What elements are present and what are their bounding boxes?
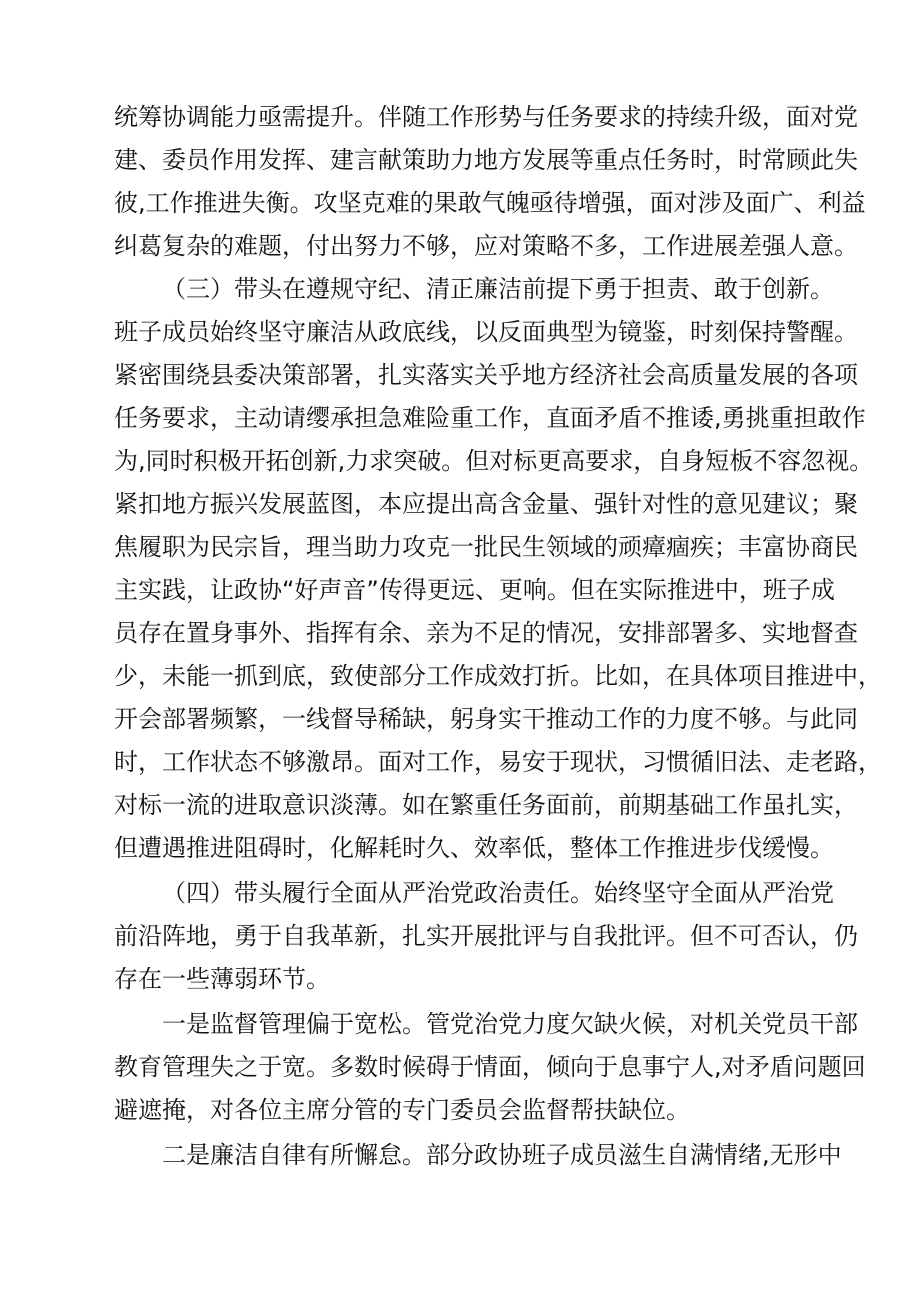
text-line: 时，工作状态不够激昂。面对工作，易安于现状，习惯循旧法、走老路， [114,748,882,776]
section-heading-4: （四）带头履行全面从严治党政治责任。始终坚守全面从严治党 [162,879,834,907]
text-line: 避遮掩，对各位主席分管的专门委员会监督帮扶缺位。 [114,1096,690,1124]
point-one-line: 一是监督管理偏于宽松。管党治党力度欠缺火候，对机关党员干部 [162,1010,858,1038]
text-line: 任务要求，主动请缨承担急难险重工作，直面矛盾不推诿,勇挑重担敢作 [114,404,866,432]
text-line: 存在一些薄弱环节。 [114,965,330,993]
text-line: 主实践，让政协“好声音”传得更远、更响。但在实际推进中，班子成 [114,576,835,604]
text-line: 教育管理失之于宽。多数时候碍于情面，倾向于息事宁人,对矛盾问题回 [114,1053,866,1081]
section-heading-3: （三）带头在遵规守纪、清正廉洁前提下勇于担责、敢于创新。 [162,275,834,303]
text-line: 彼,工作推进失衡。攻坚克难的果敢气魄亟待增强，面对涉及面广、利益 [114,189,866,217]
text-line: 紧密围绕县委决策部署，扎实落实关乎地方经济社会高质量发展的各项 [114,361,858,389]
text-line: 焦履职为民宗旨，理当助力攻克一批民生领域的顽瘴痼疾；丰富协商民 [114,533,858,561]
text-line: 建、委员作用发挥、建言献策助力地方发展等重点任务时，时常顾此失 [114,146,858,174]
text-line: 但遭遇推进阻碍时，化解耗时久、效率低，整体工作推进步伐缓慢。 [114,834,834,862]
text-line: 前沿阵地，勇于自我革新，扎实开展批评与自我批评。但不可否认，仍 [114,922,858,950]
text-line: 班子成员始终坚守廉洁从政底线，以反面典型为镜鉴，时刻保持警醒。 [114,318,858,346]
text-line: 紧扣地方振兴发展蓝图，本应提出高含金量、强针对性的意见建议；聚 [114,490,858,518]
text-line: 对标一流的进取意识淡薄。如在繁重任务面前，前期基础工作虽扎实， [114,791,858,819]
text-line: 员存在置身事外、指挥有余、亲为不足的情况，安排部署多、实地督查 [114,619,858,647]
text-line: 少，未能一抓到底，致使部分工作成效打折。比如，在具体项目推进中， [114,662,882,690]
text-line: 开会部署频繁，一线督导稀缺，躬身实干推动工作的力度不够。与此同 [114,705,858,733]
point-two-line: 二是廉洁自律有所懈怠。部分政协班子成员滋生自满情绪,无形中 [162,1141,842,1169]
text-line: 统筹协调能力亟需提升。伴随工作形势与任务要求的持续升级，面对党 [114,103,858,131]
text-line: 纠葛复杂的难题，付出努力不够，应对策略不多，工作进展差强人意。 [114,232,858,260]
text-line: 为,同时积极开拓创新,力求突破。但对标更高要求，自身短板不容忽视。 [114,447,874,475]
